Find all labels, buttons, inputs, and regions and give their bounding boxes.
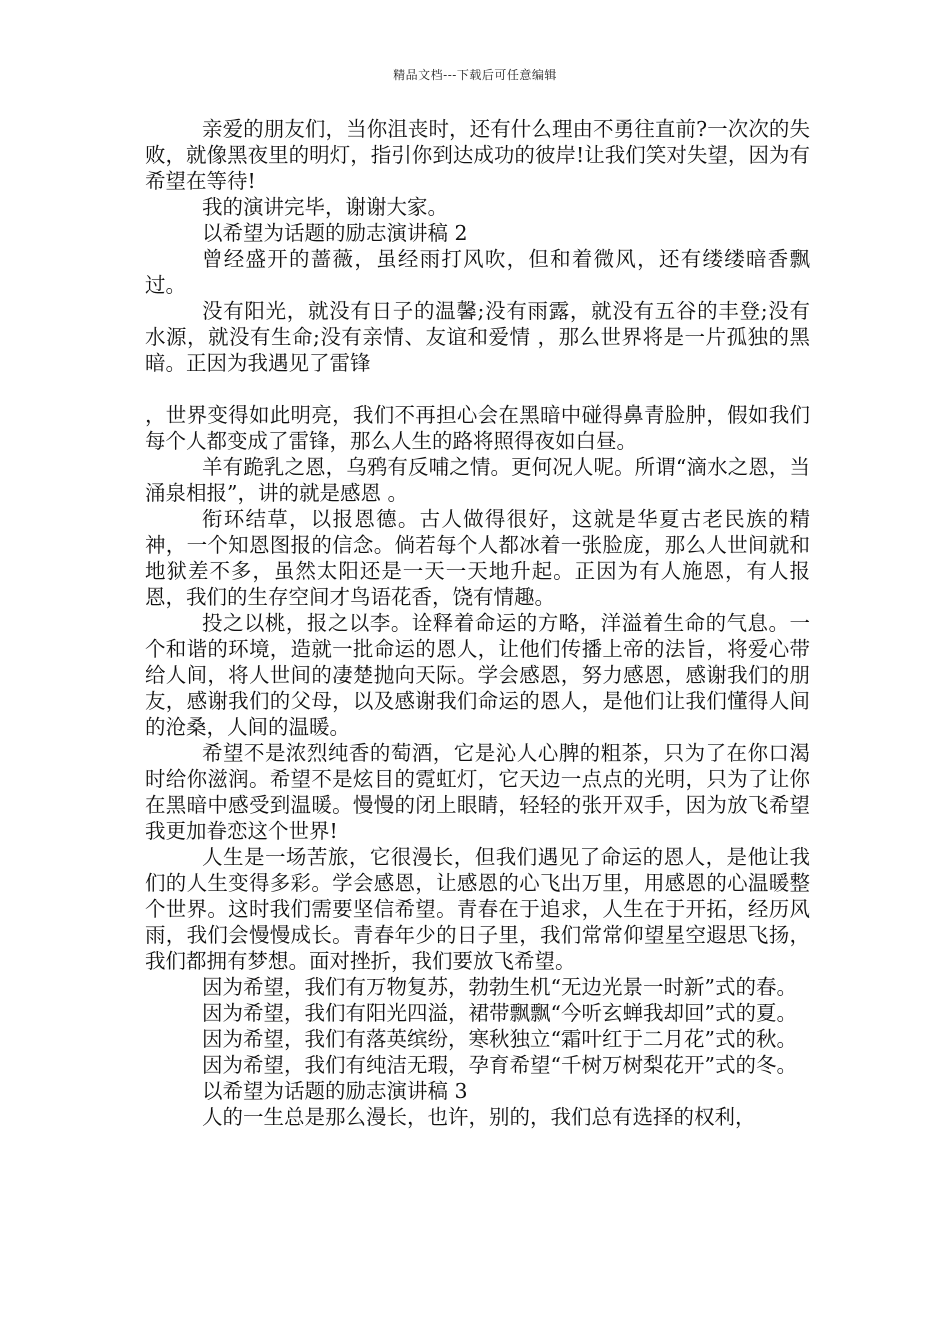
paragraph: 没有阳光，就没有日子的温馨;没有雨露，就没有五谷的丰登;没有水源，就没有生命;没有亲情、友谊和爱情 ，那么世界将是一片孤独的黑暗。正因为我遇见了雷锋 <box>145 299 810 375</box>
document-body <box>145 116 810 1130</box>
paragraph: 人生是一场苦旅，它很漫长，但我们遇见了命运的恩人，是他让我们的人生变得多彩。学会感恩，让感恩的心飞出万里，用感恩的心温暖整个世界。这时我们需要坚信希望。青春在于追求，人生在于开拓，经历风雨，我们会慢慢成长。青春年少的日子里，我们常常仰望星空遐思飞扬，我们都拥有梦想。面对挫折，我们要放飞希望。 <box>145 845 810 973</box>
section-heading: 以希望为话题的励志演讲稿 3 <box>202 1079 468 1103</box>
paragraph: 投之以桃，报之以李。诠释着命运的方略，洋溢着生命的气息。一个和谐的环境，造就一批命运的恩人，让他们传播上帝的法旨，将爱心带给人间，将人世间的凄楚抛向天际。学会感恩，努力感恩，感谢我们的朋友，感谢我们的父母，以及感谢我们命运的恩人，是他们让我们懂得人间的沧桑，人间的温暖。 <box>145 611 810 739</box>
paragraph: 人的一生总是那么漫长，也许，别的，我们总有选择的权利， <box>202 1105 756 1129</box>
paragraph: 羊有跪乳之恩，乌鸦有反哺之情。更何况人呢。所谓“滴水之恩，当涌泉相报”，讲的就是感恩 。 <box>145 455 810 505</box>
paragraph: 曾经盛开的蔷薇，虽经雨打风吹，但和着微风，还有缕缕暗香飘过。 <box>145 247 810 297</box>
page-gap <box>145 376 810 402</box>
paragraph: ，世界变得如此明亮，我们不再担心会在黑暗中碰得鼻青脸肿，假如我们每个人都变成了雷锋，那么人生的路将照得夜如白昼。 <box>145 403 810 453</box>
paragraph: 希望不是浓烈纯香的萄酒，它是沁人心脾的粗茶，只为了在你口渴时给你滋润。希望不是炫目的霓虹灯，它天边一点点的光明，只为了让你在黑暗中感受到温暖。慢慢的闭上眼睛，轻轻的张开双手，因为放飞希望我更加眷恋这个世界! <box>145 741 810 843</box>
paragraph: 因为希望，我们有纯洁无瑕，孕育希望“千树万树梨花开”式的冬。 <box>202 1053 797 1077</box>
paragraph: 因为希望，我们有万物复苏，勃勃生机“无边光景一时新”式的春。 <box>202 975 797 999</box>
page-header: 精品文档---下载后可任意编辑 <box>393 68 557 82</box>
section-heading: 以希望为话题的励志演讲稿 2 <box>202 221 468 245</box>
paragraph: 衔环结草，以报恩德。古人做得很好，这就是华夏古老民族的精神，一个知恩图报的信念。倘若每个人都冰着一张脸庞，那么人世间就和地狱差不多，虽然太阳还是一天一天地升起。正因为有人施恩，有人报恩，我们的生存空间才鸟语花香，饶有情趣。 <box>145 507 810 609</box>
paragraph: 因为希望，我们有阳光四溢，裙带飘飘“今听玄蝉我却回”式的夏。 <box>202 1001 797 1025</box>
paragraph: 我的演讲完毕，谢谢大家。 <box>202 195 448 219</box>
paragraph: 亲爱的朋友们，当你沮丧时，还有什么理由不勇往直前?一次次的失败，就像黑夜里的明灯，指引你到达成功的彼岸!让我们笑对失望，因为有希望在等待! <box>145 117 810 193</box>
paragraph: 因为希望，我们有落英缤纷，寒秋独立“霜叶红于二月花”式的秋。 <box>202 1027 797 1051</box>
